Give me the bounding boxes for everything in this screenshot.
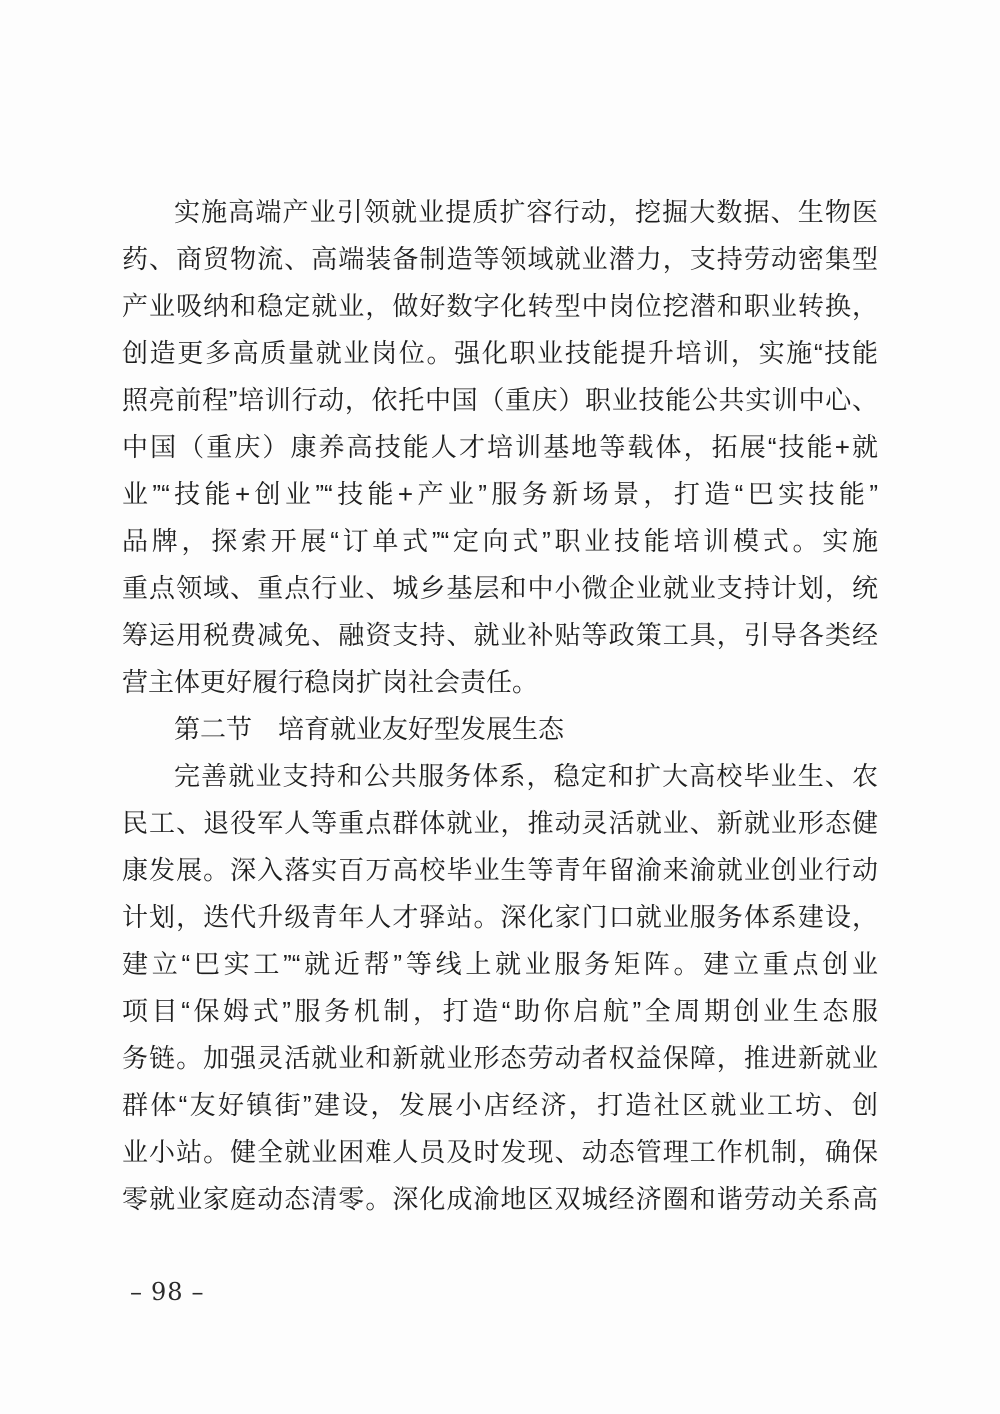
page-number: 98 <box>151 1278 184 1306</box>
body-text-block <box>122 189 878 1223</box>
paragraph2-line-5: 建立“巴实工”“就近帮”等线上就业服务矩阵。建立重点创业 <box>122 949 878 979</box>
paragraph2-line-3: 康发展。深入落实百万高校毕业生等青年留渝来渝就业创业行动 <box>122 855 878 885</box>
paragraph1-line-5: 照亮前程”培训行动，依托中国（重庆）职业技能公共实训中心、 <box>122 385 878 415</box>
paragraph1-line-4: 创造更多高质量就业岗位。强化职业技能提升培训，实施“技能 <box>122 338 878 368</box>
paragraph1-line-7: 业”“技能+创业”“技能+产业”服务新场景，打造“巴实技能” <box>122 479 878 509</box>
page-number-dash-left: – <box>130 1278 143 1306</box>
paragraph2-line-8: 群体“友好镇街”建设，发展小店经济，打造社区就业工坊、创 <box>122 1090 878 1120</box>
paragraph1-line-1: 实施高端产业引领就业提质扩容行动，挖掘大数据、生物医 <box>174 197 878 227</box>
paragraph1-line-3: 产业吸纳和稳定就业，做好数字化转型中岗位挖潜和职业转换， <box>122 291 878 321</box>
paragraph1-line-2: 药、商贸物流、高端装备制造等领域就业潜力，支持劳动密集型 <box>122 244 878 274</box>
paragraph2-line-7: 务链。加强灵活就业和新就业形态劳动者权益保障，推进新就业 <box>122 1043 878 1073</box>
paragraph2-line-10: 零就业家庭动态清零。深化成渝地区双城经济圈和谐劳动关系高 <box>122 1184 878 1214</box>
paragraph2-line-9: 业小站。健全就业困难人员及时发现、动态管理工作机制，确保 <box>122 1137 878 1167</box>
paragraph1-line-9: 重点领域、重点行业、城乡基层和中小微企业就业支持计划，统 <box>122 573 878 603</box>
paragraph2-line-2: 民工、退役军人等重点群体就业，推动灵活就业、新就业形态健 <box>122 808 878 838</box>
paragraph1-line-11: 营主体更好履行稳岗扩岗社会责任。 <box>122 667 539 697</box>
paragraph2-line-4: 计划，迭代升级青年人才驿站。深化家门口就业服务体系建设， <box>122 902 878 932</box>
page-number-footer <box>126 1278 209 1306</box>
section-heading: 第二节 培育就业友好型发展生态 <box>174 714 565 744</box>
paragraph1-line-8: 品牌，探索开展“订单式”“定向式”职业技能培训模式。实施 <box>122 526 878 556</box>
paragraph2-line-1: 完善就业支持和公共服务体系，稳定和扩大高校毕业生、农 <box>174 761 878 791</box>
paragraph2-line-6: 项目“保姆式”服务机制，打造“助你启航”全周期创业生态服 <box>122 996 878 1026</box>
paragraph1-line-6: 中国（重庆）康养高技能人才培训基地等载体，拓展“技能+就 <box>122 432 878 462</box>
page-number-dash-right: – <box>191 1278 205 1306</box>
paragraph1-line-10: 筹运用税费减免、融资支持、就业补贴等政策工具，引导各类经 <box>122 620 878 650</box>
